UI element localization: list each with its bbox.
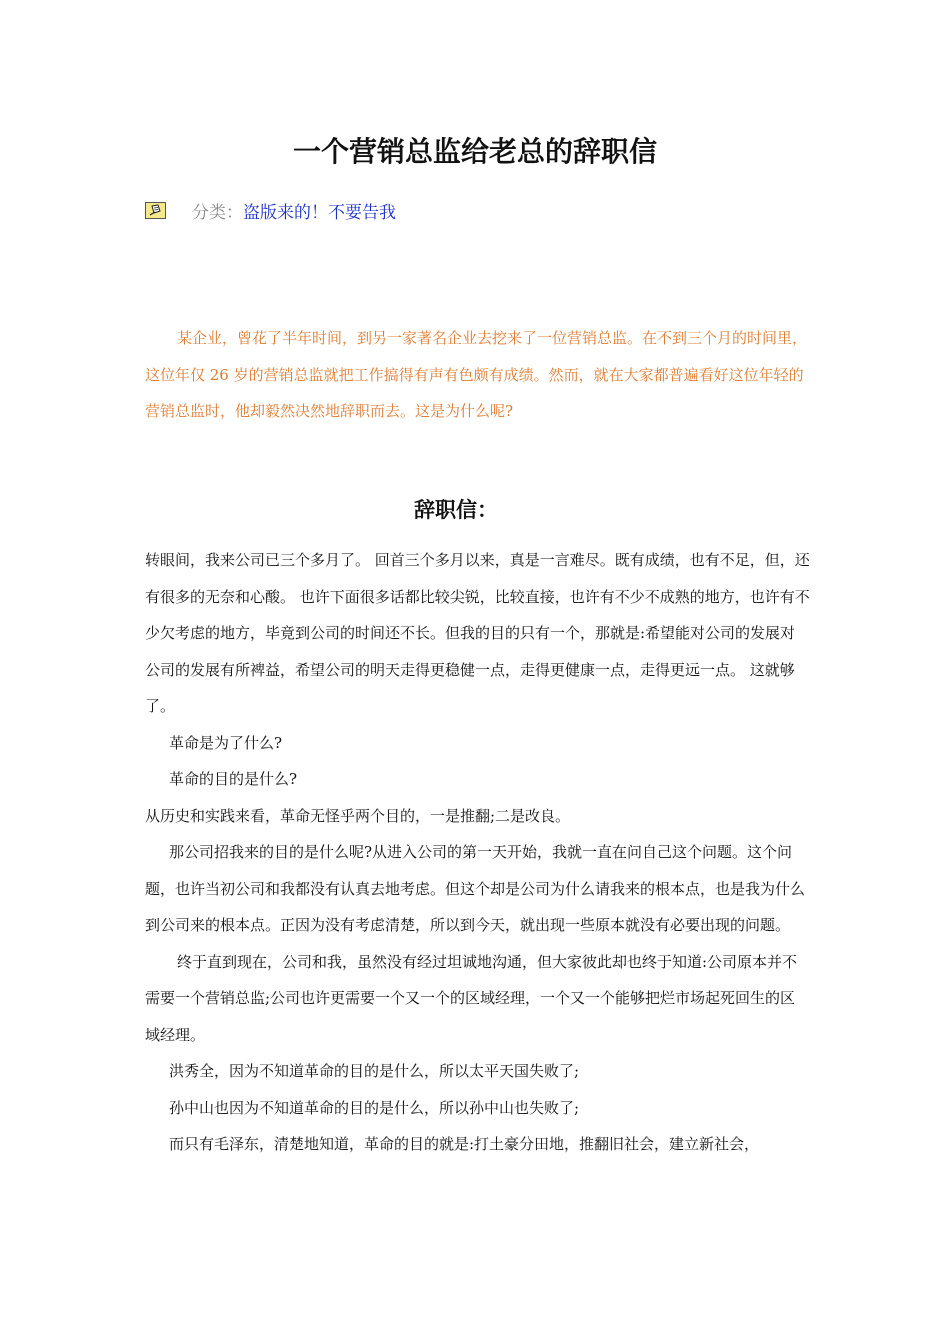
- category-row: [145, 196, 396, 224]
- body-paragraph: 终于直到现在，公司和我，虽然没有经过坦诚地沟通，但大家彼此却也终于知道:公司原本并不需要一个营销总监;公司也许更需要一个又一个的区域经理，一个又一个能够把烂市场起死回生的区域经理。: [145, 952, 798, 1044]
- document-icon: [145, 202, 166, 219]
- body-paragraph: 而只有毛泽东，清楚地知道，革命的目的就是:打土豪分田地，推翻旧社会，建立新社会，: [169, 1135, 760, 1153]
- body-paragraph: 转眼间，我来公司已三个多月了。 回首三个多月以来，真是一言难尽。既有成绩，也有不足，但，还有很多的无奈和心酸。 也许下面很多话都比较尖锐，比较直接，也许有不少不成熟的地方，也许有不少欠考虑的地方，毕竟到公司的时间还不长。但我的目的只有一个，那就是:希望能对公司的发展对公司的发展有所裨益，希望公司的明天走得更稳健一点，走得更健康一点，走得更远一点。 这就够了。: [145, 551, 810, 715]
- section-heading: 辞职信：: [414, 497, 498, 522]
- body-paragraph: 从历史和实践来看，革命无怪乎两个目的，一是推翻;二是改良。: [145, 806, 571, 825]
- body-paragraph: 革命是为了什么?: [169, 733, 283, 752]
- intro-paragraph: 某企业，曾花了半年时间，到另一家著名企业去挖来了一位营销总监。在不到三个月的时间里，这位年仅 26 岁的营销总监就把工作搞得有声有色颇有成绩。然而，就在大家都普遍看好这位年轻的营销总监时，他却毅然决然地辞职而去。这是为什么呢?: [145, 329, 808, 420]
- letter-body: [145, 542, 810, 1163]
- body-paragraph: 那公司招我来的目的是什么呢?从进入公司的第一天开始，我就一直在问自己这个问题。这个问题，也许当初公司和我都没有认真去地考虑。但这个却是公司为什么请我来的根本点，也是我为什么到公司来的根本点。正因为没有考虑清楚，所以到今天，就出现一些原本就没有必要出现的问题。: [145, 843, 806, 934]
- document-title: 一个营销总监给老总的辞职信: [292, 135, 657, 168]
- body-paragraph: 革命的目的是什么?: [169, 770, 298, 788]
- body-paragraph: 孙中山也因为不知道革命的目的是什么，所以孙中山也失败了;: [169, 1098, 580, 1117]
- category-label: 分类：: [192, 202, 243, 223]
- body-paragraph: 洪秀全，因为不知道革命的目的是什么，所以太平天国失败了;: [169, 1062, 580, 1080]
- category-link[interactable]: 盗版来的！不要告我: [243, 202, 396, 223]
